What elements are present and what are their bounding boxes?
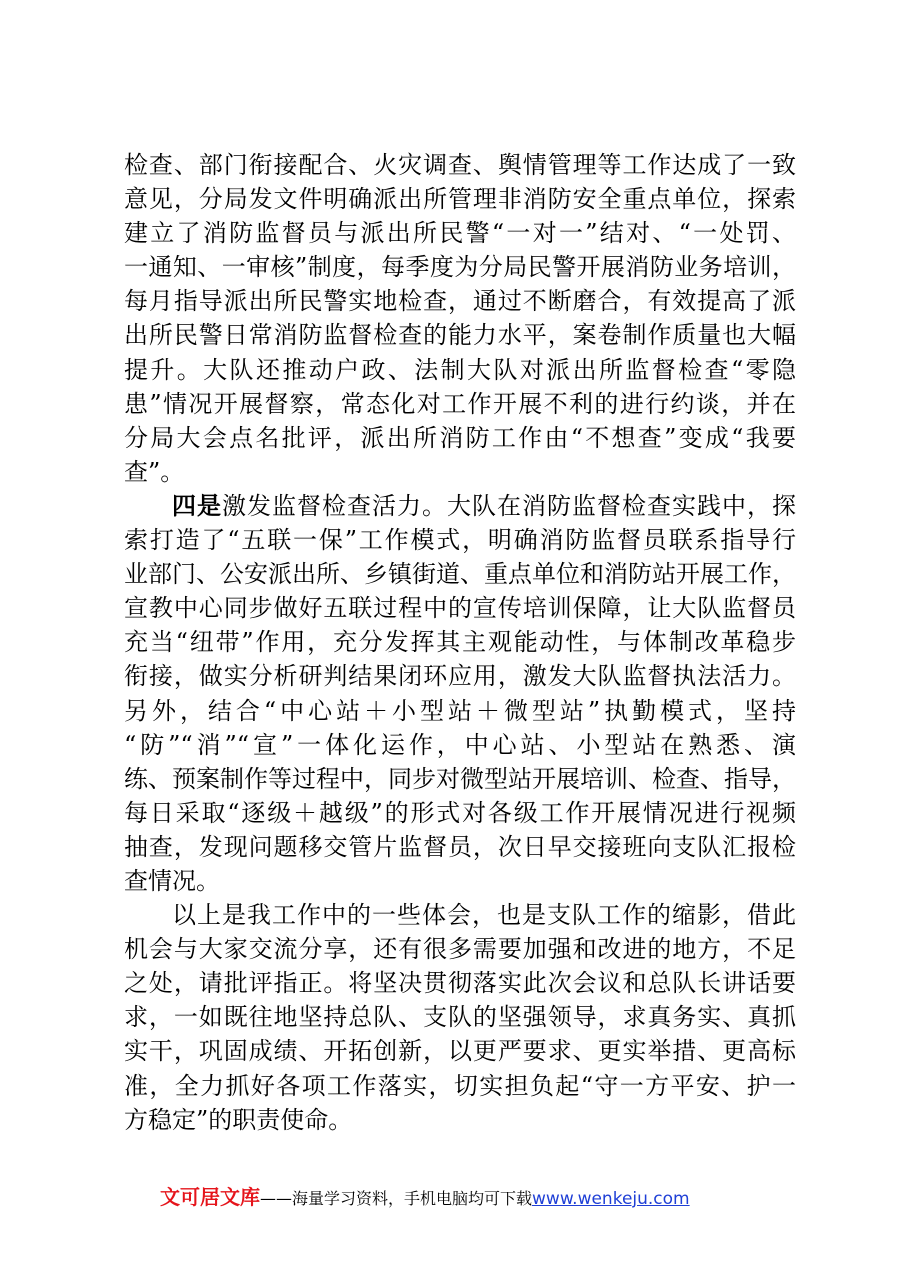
- text-line: [124, 489, 796, 523]
- text-line: 每月指导派出所民警实地检查，通过不断磨合，有效提高了派: [124, 287, 796, 316]
- text-line: 实干，巩固成绩、开拓创新，以更严要求、更实举措、更高标: [124, 1037, 796, 1066]
- text-line: 机会与大家交流分享，还有很多需要加强和改进的地方，不足: [124, 935, 796, 964]
- text-line: 宣教中心同步做好五联过程中的宣传培训保障，让大队监督员: [124, 594, 796, 623]
- text-line: 抽查，发现问题移交管片监督员，次日早交接班向支队汇报检: [124, 832, 796, 861]
- paragraph-lead: 四是: [172, 491, 222, 520]
- text-line: 患”情况开展督察，常态化对工作开展不利的进行约谈，并在: [124, 389, 796, 418]
- text-line: 练、预案制作等过程中，同步对微型站开展培训、检查、指导，: [124, 764, 796, 793]
- paragraph-continuation: [124, 148, 796, 489]
- text-line: 另外，结合“中心站＋小型站＋微型站”执勤模式，坚持: [124, 696, 796, 725]
- text-line: 出所民警日常消防监督检查的能力水平，案卷制作质量也大幅: [124, 321, 796, 350]
- text-line: 建立了消防监督员与派出所民警“一对一”结对、“一处罚、: [124, 219, 796, 248]
- text-line: 充当“纽带”作用，充分发挥其主观能动性，与体制改革稳步: [124, 628, 796, 657]
- text-line: 方稳定”的职责使命。: [124, 1105, 353, 1134]
- text-line: 提升。大队还推动户政、法制大队对派出所监督检查“零隐: [124, 355, 796, 384]
- text-line: 分局大会点名批评，派出所消防工作由“不想查”变成“我要: [124, 423, 796, 452]
- text-line: 以上是我工作中的一些体会，也是支队工作的缩影，借此: [172, 901, 796, 930]
- text-line: 查情况。: [124, 866, 220, 895]
- text-line: 意见，分局发文件明确派出所管理非消防安全重点单位，探索: [124, 185, 796, 214]
- text-line: 一通知、一审核”制度，每季度为分局民警开展消防业务培训，: [124, 253, 796, 282]
- website-link[interactable]: www.wenkeju.com: [532, 1189, 690, 1209]
- text-line: 检查、部门衔接配合、火灾调查、舆情管理等工作达成了一致: [124, 151, 796, 179]
- text-line: 之处，请批评指正。将坚决贯彻落实此次会议和总队长讲话要: [124, 969, 796, 998]
- paragraph-closing: [124, 898, 796, 1137]
- text-line: 索打造了“五联一保”工作模式，明确消防监督员联系指导行: [124, 526, 796, 555]
- footer-slogan: ——海量学习资料，手机电脑均可下载: [260, 1189, 533, 1208]
- text-line: “防”“消”“宣”一体化运作，中心站、小型站在熟悉、演: [124, 730, 796, 759]
- text-line: 衔接，做实分析研判结果闭环应用，激发大队监督执法活力。: [124, 662, 796, 691]
- text-line: 业部门、公安派出所、乡镇街道、重点单位和消防站开展工作，: [124, 560, 796, 589]
- text-line: 查”。: [124, 457, 185, 486]
- brand-name: 文可居文库: [160, 1185, 260, 1209]
- text-line: 每日采取“逐级＋越级”的形式对各级工作开展情况进行视频: [124, 798, 796, 827]
- paragraph-fourth-point: [124, 489, 796, 898]
- text-line: 准，全力抓好各项工作落实，切实担负起“守一方平安、护一: [124, 1071, 796, 1100]
- footer-banner: [160, 1184, 690, 1210]
- text-line-rest: 激发监督检查活力。大队在消防监督检查实践中，探: [222, 491, 796, 520]
- text-line: 求，一如既往地坚持总队、支队的坚强领导，求真务实、真抓: [124, 1003, 796, 1032]
- document-body: [124, 148, 796, 1137]
